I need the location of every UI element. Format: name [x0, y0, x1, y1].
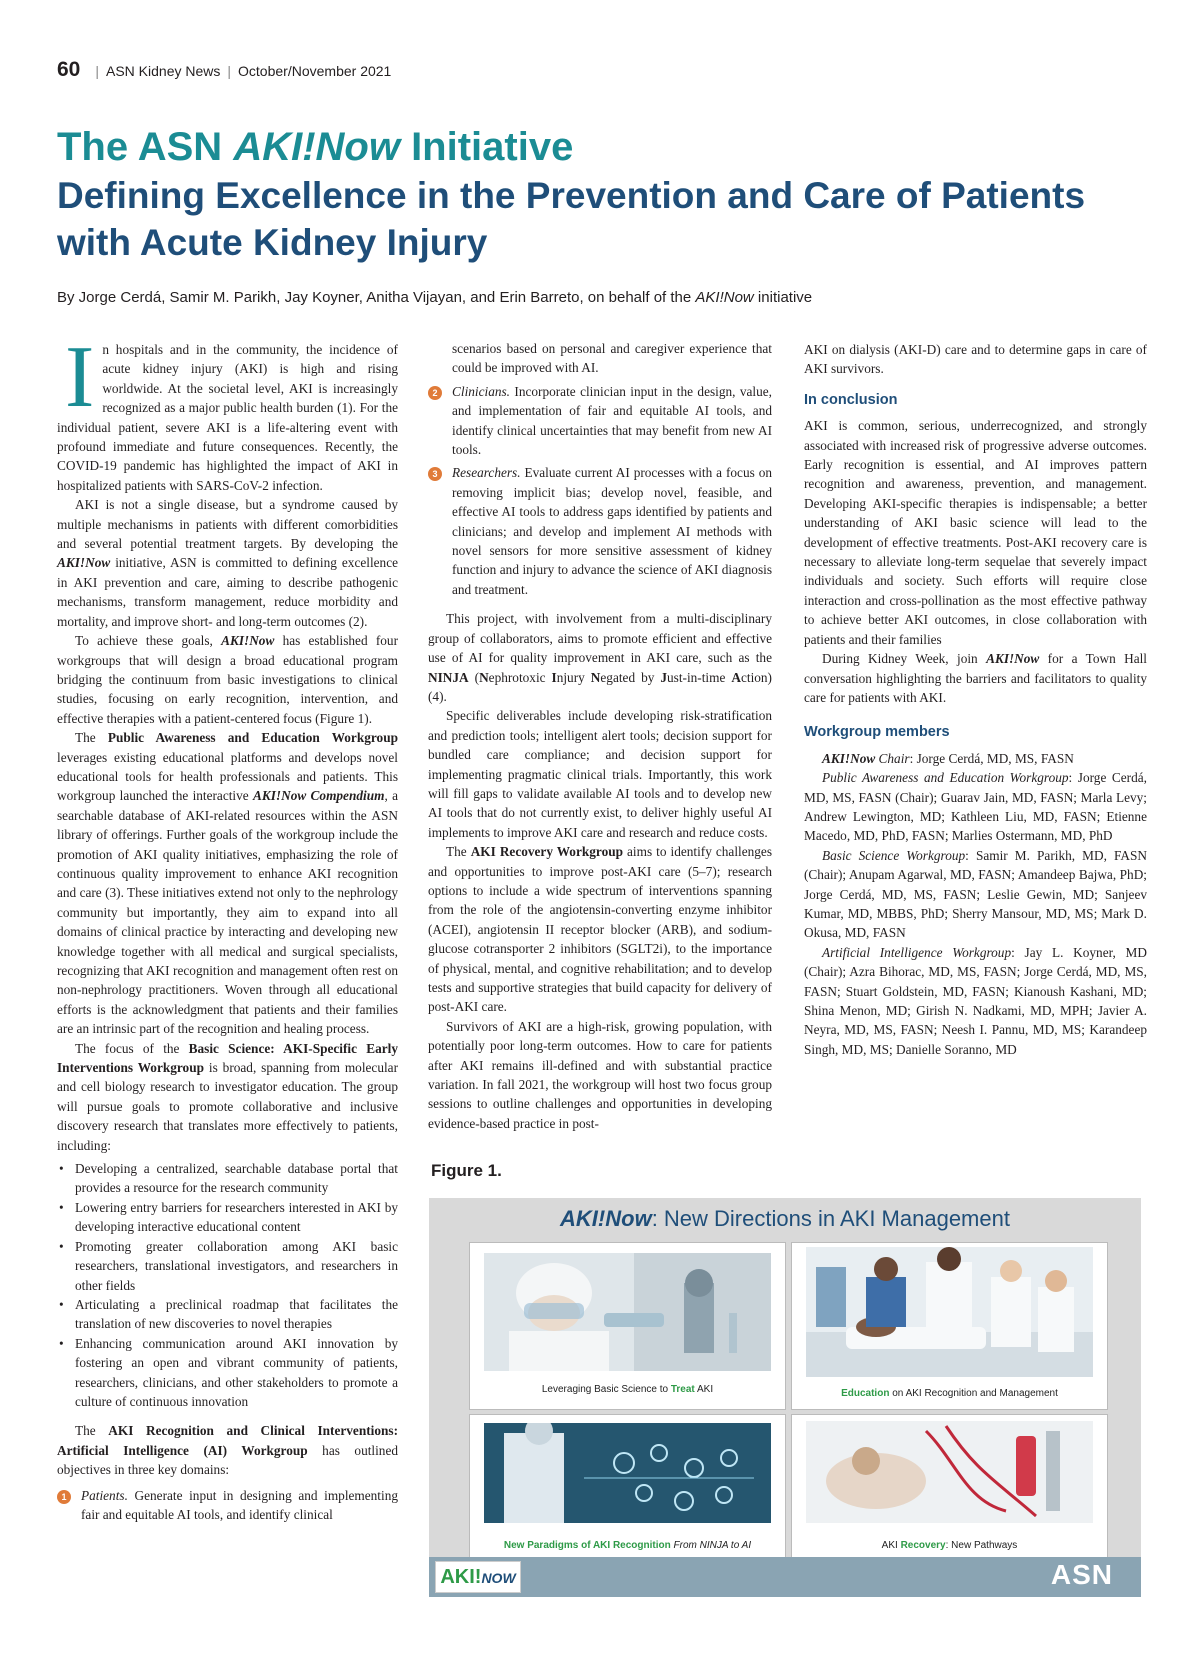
- section-heading: Workgroup members: [804, 724, 950, 741]
- byline: By Jorge Cerdá, Samir M. Parikh, Jay Koyner, Anitha Vijayan, and Erin Barreto, on behalf of the AKI!Now initiative: [57, 289, 813, 306]
- figure-label: Figure 1.: [431, 1161, 502, 1180]
- paragraph: AKI on dialysis (AKI-D) care and to determine gaps in care of AKI survivors.: [804, 342, 1147, 377]
- page-header: 60 | ASN Kidney News | October/November 2021: [57, 58, 392, 81]
- panel-caption: AKI Recovery: New Pathways: [881, 1540, 1018, 1551]
- column-2: [428, 340, 772, 1133]
- figure-1: [429, 1198, 1141, 1597]
- paragraph: The AKI Recovery Workgroup aims to identify challenges and opportunities to improve post-AKI care (5–7); research options to include a wide spectrum of interventions spanning from the role of the angiotensin-converting enzyme inhibitor (ACEI), angiotensin II receptor blocker (ARB), and sodium-glucose cotransporter 2 inhibitors (SGLT2i), to the importance of physical, mental, and cognitive rehabilitation; and to develop tests and supportive strategies that build capacity for delivery of post-AKI care.: [428, 844, 772, 1015]
- figure-title: AKI!Now: New Directions in AKI Management: [560, 1206, 1010, 1231]
- list-item: • Articulating a preclinical roadmap that facilitates the translation of new discoveries to novel therapies: [57, 1295, 398, 1334]
- number-badge: 3: [428, 467, 442, 481]
- publication-name: ASN Kidney News: [106, 63, 221, 79]
- workgroup-chair: AKI!Now Chair: Jorge Cerdá, MD, MS, FASN: [822, 750, 1074, 766]
- issue-date: October/November 2021: [238, 63, 392, 79]
- asn-logo: ASN: [1050, 1559, 1113, 1590]
- clinicians-patient-image: [806, 1247, 1093, 1377]
- numbered-item-continued: scenarios based on personal and caregiver experience that could be improved with AI.: [452, 341, 772, 376]
- section-heading: In conclusion: [804, 391, 898, 408]
- akinow-logo: AKI!NOW: [435, 1561, 521, 1593]
- paragraph: AKI is not a single disease, but a syndrome caused by multiple mechanisms in patients with different comorbidities and several potential treatment targets. By developing the AKI!Now initiative, ASN is committed to defining excellence in AKI prevention and care, aiming to describe pathogenic mechanisms, transform management, reduce morbidity and mortality, and improve short- and long-term outcomes (2).: [57, 497, 398, 629]
- figure-panel-basic-science: [469, 1242, 786, 1410]
- dialysis-image: [806, 1421, 1093, 1523]
- panel-caption: Leveraging Basic Science to Treat AKI: [541, 1384, 714, 1395]
- paragraph: Survivors of AKI are a high-risk, growing population, with potentially poor long-term outcomes. How to care for patients after AKI remains ill-defined and with substantial practice variation. In fall 2021, the workgroup will host two focus group sessions to outline challenges and opportunities in developing evidence-based practice in post-: [428, 1018, 772, 1131]
- page-number: 60: [57, 58, 81, 81]
- paragraph: This project, with involvement from a multi-disciplinary group of collaborators, aims to promote efficient and effective use of AI for quality improvement in AKI care, such as the NINJA (Nephrotoxic Injury Negated by Just-in-time Action) (4).: [428, 611, 772, 704]
- figure-footer-bar: [429, 1557, 1141, 1597]
- article-subtitle: Defining Excellence in the Prevention and Care of Patients with Acute Kidney Injury: [57, 175, 1086, 263]
- number-badge: 2: [428, 386, 442, 400]
- figure-panel-education: [791, 1242, 1108, 1410]
- paragraph: The Public Awareness and Education Workgroup leverages existing educational platforms and develops novel educational tools for health professionals and patients. This workgroup launched the interactive AKI!Now Compendium, a searchable database of AKI-related resources within the ASN library of offerings. Further goals of the workgroup include the promotion of AKI quality initiatives, emphasizing the role of continuous quality improvement to enhance AKI recognition and care (3). These initiatives extend not only to the nephrology community but importantly, they aim to expand into all domains of clinical practice by interacting and developing new knowledge together with all medical and surgical specialists, recognizing that AKI recognition and management often rest on non-nephrology practitioners. Woven through all educational efforts is the acknowledgment that patients and their families are an intrinsic part of the recognition and healing process.: [57, 730, 398, 1037]
- figure-panel-recovery: [791, 1414, 1108, 1560]
- panel-caption: Education on AKI Recognition and Management: [841, 1388, 1058, 1399]
- paragraph: The AKI Recognition and Clinical Interventions: Artificial Intelligence (AI) Workgroup has outlined objectives in three key domains:: [57, 1423, 399, 1478]
- article-title: The ASN AKI!Now Initiative: [57, 125, 574, 169]
- workgroup-members: Public Awareness and Education Workgroup: Jorge Cerdá, MD, MS, FASN (Chair); Guarav Jain, MD, FASN; Marla Levy; Andrew Lewington, MD; Kathleen Liu, MD, FASN; Etienne Macedo, MD, PhD, FASN; Marlies Ostermann, MD, PhD: [804, 770, 1147, 844]
- numbered-item: 3 Researchers. Evaluate current AI processes with a focus on removing implicit bias; develop novel, feasible, and effective AI tools to address gaps identified by patients and clinicians; and develop and implement AI methods with novel sensors for more sensitive assessment of kidney function and injury to advance the science of AKI diagnosis and treatment.: [428, 463, 772, 599]
- lab-researcher-image: [484, 1253, 771, 1371]
- list-item: • Lowering entry barriers for researchers interested in AKI by developing interactive educational content: [57, 1198, 398, 1237]
- figure-panel-recognition: [469, 1414, 786, 1560]
- paragraph: AKI is common, serious, underrecognized, and strongly associated with increased risk of progressive adverse outcomes. Early recognition is essential, and AI improves pattern recognition and awareness, prevention, and management. Developing AKI-specific therapies is indispensable; a better understanding of AKI basic science will lead to the development of effective treatments. Post-AKI recovery care is necessary to alleviate long-term sequelae that severely impact individuals and society. Such efforts will require close interaction and cross-pollination as the most effective pathway to achieve better AKI outcomes, in close collaboration with patients and their families: [804, 418, 1147, 647]
- workgroup-members: Basic Science Workgroup: Samir M. Parikh, MD, FASN (Chair); Anupam Agarwal, MD, FASN; Amandeep Bajwa, PhD; Jorge Cerdá, MD, MS, FASN; Leslie Gewin, MD; Sanjeev Kumar, MD, MBBS, PhD; Sherry Mansour, MD, MS; Mark D. Okusa, MD, FASN: [804, 847, 1147, 941]
- list-item: • Developing a centralized, searchable database portal that provides a resource for the research community: [57, 1159, 398, 1198]
- drop-cap: I: [65, 329, 95, 426]
- paragraph: To achieve these goals, AKI!Now has established four workgroups that will design a broad educational program bridging the continuum from basic investigations to clinical studies, focusing on early recognition, intervention, and effective therapies with a patient-centered focus (Figure 1).: [57, 633, 399, 726]
- paragraph: During Kidney Week, join AKI!Now for a Town Hall conversation highlighting the barriers and facilitators to quality care for patients with AKI.: [804, 651, 1147, 705]
- bullet-list: [57, 1159, 398, 1411]
- number-badge: 1: [57, 1490, 71, 1504]
- list-item: • Promoting greater collaboration among AKI basic researchers, translational investigators, and researchers in other fields: [57, 1237, 398, 1295]
- paragraph: The focus of the Basic Science: AKI-Specific Early Interventions Workgroup is broad, spanning from molecular and cell biology research to investigator education. The group will pursue goals to promote collaborative and inclusive discovery research that translates more effectively to patients, including:: [57, 1040, 398, 1153]
- column-1: [57, 329, 399, 1524]
- panel-caption: New Paradigms of AKI Recognition From NINJA to AI: [503, 1540, 752, 1551]
- paragraph: In hospitals and in the community, the incidence of acute kidney injury (AKI) is high and rising worldwide. At the societal level, AKI is increasingly recognized as a major public health burden (1). For the individual patient, severe AKI is a life-altering event with profound immediate and future consequences. Recently, the COVID-19 pandemic has highlighted the impact of AKI in hospitalized patients with SARS-CoV-2 infection.: [57, 329, 398, 493]
- workgroup-members: Artificial Intelligence Workgroup: Jay L. Koyner, MD (Chair); Azra Bihorac, MD, MS, FASN; Jorge Cerdá, MD, MS, FASN; Stuart Goldstein, MD, FASN; Kianoush Kashani, MD; Shina Menon, MD; Girish N. Nadkami, MD, MPH; Javier A. Neyra, MD, MS, FASN; Neesh I. Pannu, MD, MS; Karandeep Singh, MD, MS; Danielle Soranno, MD: [804, 944, 1147, 1057]
- numbered-item: 1 Patients. Generate input in designing and implementing fair and equitable AI tools, and identify clinical: [57, 1486, 398, 1525]
- digital-health-image: [484, 1423, 771, 1523]
- paragraph: Specific deliverables include developing risk-stratification and prediction tools; intelligent alert tools; decision support for bundled care compliance; and decision support for implementing pragmatic clinical trials. Importantly, this work will fill gaps to validate available AI tools and to develop new AI tools that do not currently exist, to deliver highly useful AI implements to improve AKI care and research and reduce costs.: [428, 708, 772, 840]
- column-3: [804, 340, 1147, 1059]
- numbered-item: 2 Clinicians. Incorporate clinician input in the design, value, and implementation of fair and equitable AI tools, and identify clinical uncertainties that may benefit from new AI tools.: [428, 382, 772, 460]
- list-item: • Enhancing communication around AKI innovation by fostering an open and vibrant community of patients, researchers, clinicians, and other stakeholders to promote a culture of continuous innovation: [57, 1334, 398, 1412]
